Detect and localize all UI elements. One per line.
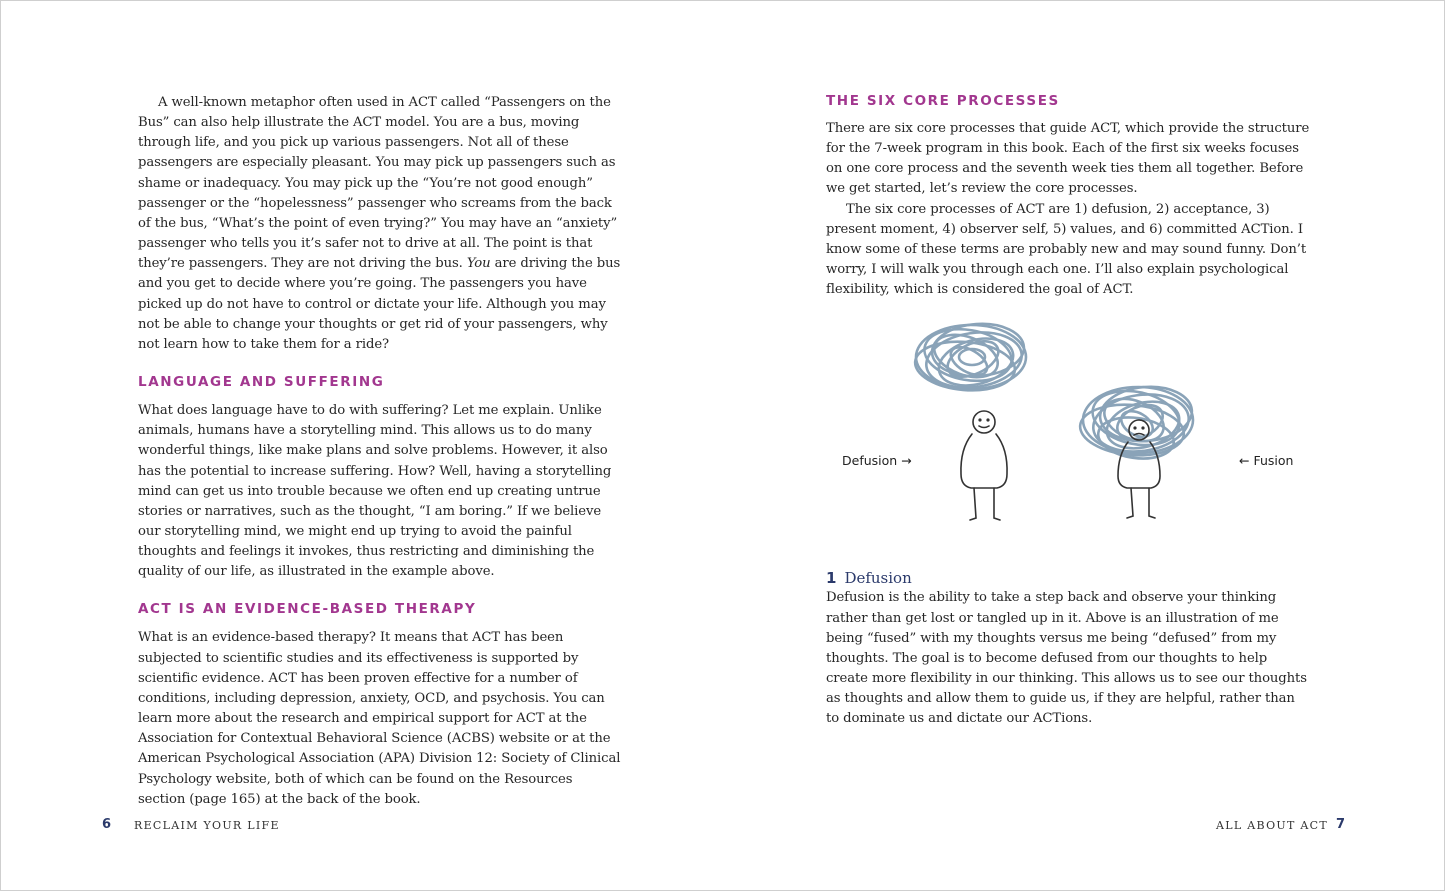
defused-stick-figure — [961, 411, 1007, 520]
six-processes-paragraph-1: There are six core processes that guide ACT, which provide the structure for the 7-week program in this book. Each of the first six weeks focuses on one core process and the seventh week ties them all together. Before we get started, let’s review the core processes. — [826, 121, 1310, 197]
defused-thought-scribble — [913, 321, 1026, 394]
right-text-column — [826, 93, 1311, 730]
heading-evidence-based: ACT IS AN EVIDENCE-BASED THERAPY — [138, 601, 477, 618]
defusion-fusion-illustration — [826, 320, 1311, 550]
defusion-paragraph: Defusion is the ability to take a step back and observe your thinking rather than get lost or tangled up in it. Above is an illustration of me being “fused” with my thoughts versus me being “defused” from my thoughts. The goal is to become defused from our thoughts to help create more flexibility in our thinking. This allows us to see our thoughts as thoughts and allow them to guide us, if they are helpful, rather than to dominate us and dictate our ACTions. — [826, 590, 1307, 727]
section-defusion-heading — [826, 568, 1311, 588]
section-title: Defusion — [844, 569, 912, 588]
page-number-right: 7 — [1336, 817, 1346, 832]
section-number: 1 — [826, 569, 837, 588]
fusion-label: ← Fusion — [1239, 453, 1294, 469]
heading-language-suffering: LANGUAGE AND SUFFERING — [138, 374, 385, 391]
heading-six-core-processes: THE SIX CORE PROCESSES — [826, 93, 1060, 109]
fused-stick-figure — [1118, 420, 1160, 518]
left-text-column — [138, 93, 623, 810]
passengers-paragraph — [138, 93, 623, 355]
left-page — [1, 1, 723, 892]
page-number-left: 6 — [102, 817, 112, 832]
fused-thought-scribble — [1078, 383, 1194, 463]
language-paragraph: What does language have to do with suffering? Let me explain. Unlike animals, humans have a storytelling mind. This allows us to do many wonderful things, like make plans and solve problems. However, it also has the potential to increase suffering. How? Well, having a storytelling mind can get us into trouble because we often end up creating untrue stories or narratives, such as the thought, “I am boring.” If we believe our storytelling mind, we might end up trying to avoid the painful thoughts and feelings it invokes, thus restricting and diminishing the quality of our life, as illustrated in the example above. — [138, 403, 612, 580]
evidence-paragraph: What is an evidence-based therapy? It means that ACT has been subjected to scientific studies and its effectiveness is supported by scientific evidence. ACT has been proven effective for a number of conditions, including depression, anxiety, OCD, and psychosis. You can learn more about the research and empirical support for ACT at the Association for Contextual Behavioral Science (ACBS) website or at the American Psychological Association (APA) Division 12: Society of Clinical Psychology website, both of which can be found on the Resources section (page 165) at the back of the book. — [138, 630, 621, 807]
running-head-left: RECLAIM YOUR LIFE — [134, 819, 280, 832]
defusion-label: Defusion → — [842, 453, 912, 469]
passengers-emphasis: You — [466, 256, 491, 272]
stick-figures-drawing — [826, 320, 1311, 550]
right-page — [723, 1, 1445, 892]
running-head-right: ALL ABOUT ACT — [1216, 819, 1329, 832]
passengers-paragraph-end: are driving the bus and you get to decide where you’re going. The passengers you have picked up do not have to control or dictate your life. Although you may not be able to change your thoughts or get rid of your passengers, why not learn how to take them for a ride? — [138, 256, 621, 352]
passengers-paragraph-start: A well-known metaphor often used in ACT called “Passengers on the Bus” can also help illustrate the ACT model. You are a bus, moving through life, and you pick up various passengers. Not all of these passengers are especially pleasant. You may pick up passengers such as shame or inadequacy. You may pick up the “You’re not good enough” passenger or the “hopelessness” passenger who screams from the back of the bus, “What’s the point of even trying?” You may have an “anxiety” passenger who tells you it’s safer not to drive at all. The point is that they’re passengers. They are not driving the bus. — [138, 95, 618, 272]
six-processes-paragraph-2: The six core processes of ACT are 1) defusion, 2) acceptance, 3) present moment, 4) observer self, 5) values, and 6) committed ACTion. I know some of these terms are probably new and may sound funny. Don’t worry, I will walk you through each one. I’ll also explain psychological flexibility, which is considered the goal of ACT. — [826, 201, 1307, 298]
